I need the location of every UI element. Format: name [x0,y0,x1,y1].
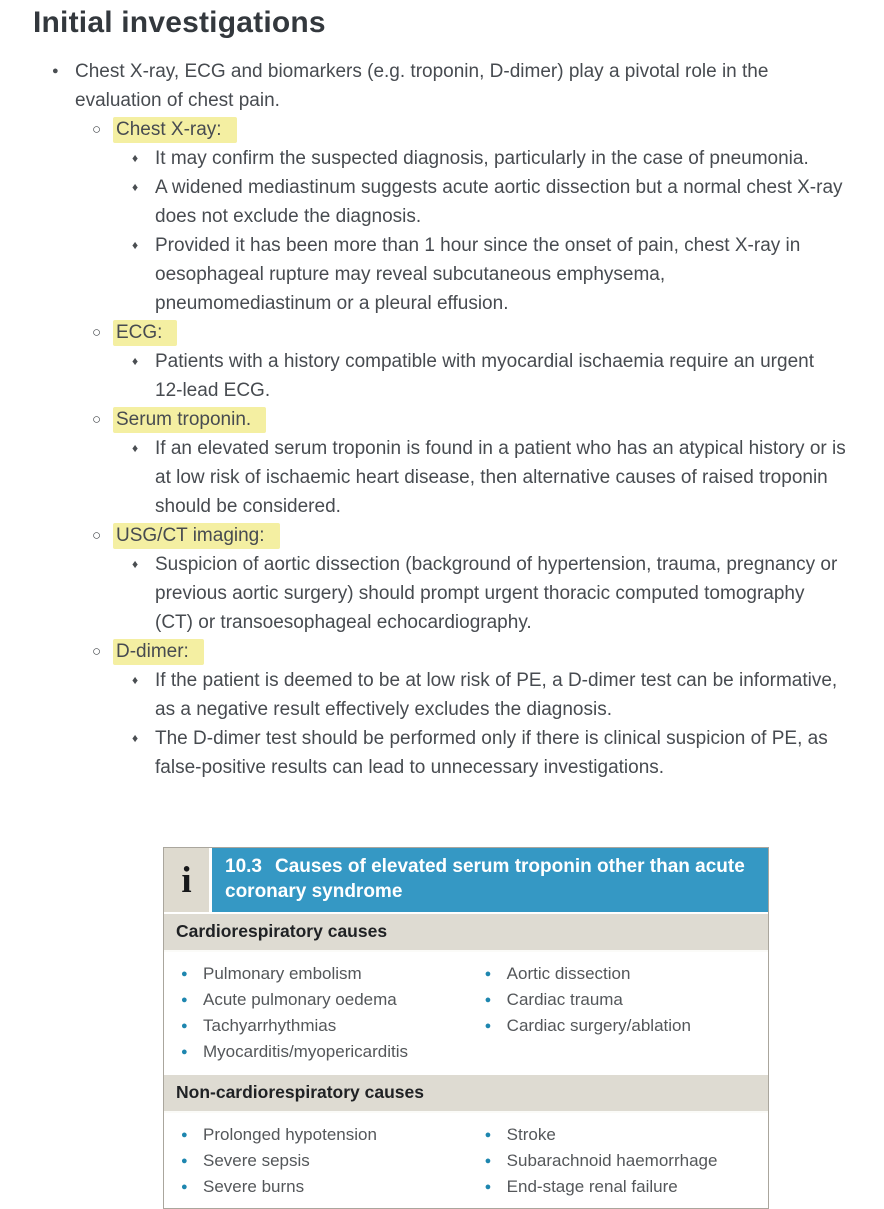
diamond-bullet-icon: ♦ [132,151,139,165]
list-item [0,231,884,318]
table-row [482,987,762,1013]
diamond-bullet-icon: ♦ [132,441,139,455]
bullet-dot-icon: ● [181,1181,188,1193]
cause-label: End-stage renal failure [506,1177,678,1196]
diamond-bullet-icon: ♦ [132,731,139,745]
bullet-dot-icon: ● [484,1155,492,1167]
list-item [0,115,884,144]
circle-bullet-icon: ○ [92,411,102,428]
list-item [0,521,884,550]
list-item-text: The D-dimer test should be performed only if there is clinical suspicion of PE, as false-positive results can lead to unnecessary investigations. [155,728,828,778]
cause-label: Subarachnoid haemorrhage [506,1151,718,1170]
infobox-title [212,848,768,912]
bullet-dot-icon: ● [52,65,59,77]
list-item [0,144,884,173]
table-row [178,961,482,987]
cause-label: Aortic dissection [506,964,631,983]
infobox-number: 10.3 [225,856,262,877]
cause-label: Pulmonary embolism [203,964,362,983]
circle-bullet-icon: ○ [92,643,102,660]
list-item-text: It may confirm the suspected diagnosis, particularly in the case of pneumonia. [155,148,809,169]
diamond-bullet-icon: ♦ [132,673,139,687]
infobox-columns [164,952,768,1073]
bullet-dot-icon: ● [484,994,492,1006]
cause-label: Severe burns [203,1177,305,1196]
infobox-column [482,1122,762,1200]
infobox-column [178,961,482,1065]
cause-label: Cardiac surgery/ablation [506,1016,691,1035]
table-row [482,1174,762,1200]
diamond-bullet-icon: ♦ [132,354,139,368]
outline-list [0,57,884,782]
list-item-text: If the patient is deemed to be at low risk of PE, a D-dimer test can be informative, as a negative result effectively excludes the diagnosis. [155,670,838,720]
table-row [178,1174,482,1200]
cause-label: Severe sepsis [203,1151,310,1170]
list-item-text: Provided it has been more than 1 hour since the onset of pain, chest X-ray in oesophageal rupture may reveal subcutaneous emphysema, pneumomediastinum or a pleural effusion. [155,235,801,314]
table-row [482,1122,762,1148]
list-item-text [113,405,850,434]
circle-bullet-icon: ○ [92,121,102,138]
infobox-columns [164,1113,768,1208]
list-item-text [113,115,850,144]
bullet-dot-icon: ● [181,1046,188,1058]
list-item-text: Suspicion of aortic dissection (background of hypertension, trauma, pregnancy or previous aortic surgery) should prompt urgent thoracic computed tomography (CT) or transoesophageal echocardiography. [155,554,838,633]
diamond-bullet-icon: ♦ [132,180,139,194]
bullet-dot-icon: ● [484,968,492,980]
diamond-bullet-icon: ♦ [132,557,139,571]
highlighted-heading: Chest X-ray: [113,117,237,143]
list-item [0,57,884,115]
bullet-dot-icon: ● [181,994,188,1006]
infobox-section-heading: Cardiorespiratory causes [164,912,768,952]
table-row [178,1039,482,1065]
highlighted-heading: D-dimer: [113,639,204,665]
list-item-text: If an elevated serum troponin is found in a patient who has an atypical history or is at low risk of ischaemic heart disease, then alternative causes of raised troponin should be considered. [155,438,846,517]
list-item [0,637,884,666]
infobox-column [482,961,762,1065]
bullet-dot-icon: ● [484,1129,492,1141]
list-item-text: Patients with a history compatible with myocardial ischaemia require an urgent 12-lead ECG. [155,351,814,401]
list-item-text [113,521,850,550]
bullet-dot-icon: ● [484,1181,492,1193]
cause-label: Myocarditis/myopericarditis [203,1042,408,1061]
bullet-dot-icon: ● [181,968,188,980]
list-item [0,173,884,231]
infobox-table [163,847,769,1209]
infobox-title-text: Causes of elevated serum troponin other than acute coronary syndrome [225,856,745,902]
infobox-header [164,848,768,912]
table-row [482,1148,762,1174]
list-item [0,434,884,521]
page-title: Initial investigations [33,6,326,39]
cause-label: Cardiac trauma [506,990,623,1009]
list-item-text: A widened mediastinum suggests acute aortic dissection but a normal chest X-ray does not exclude the diagnosis. [155,177,843,227]
table-row [178,1148,482,1174]
diamond-bullet-icon: ♦ [132,238,139,252]
cause-label: Tachyarrhythmias [203,1016,337,1035]
table-row [482,961,762,987]
list-item [0,405,884,434]
list-item [0,550,884,637]
list-item-text [113,318,850,347]
list-item [0,724,884,782]
bullet-dot-icon: ● [484,1020,492,1032]
bullet-dot-icon: ● [181,1129,188,1141]
circle-bullet-icon: ○ [92,324,102,341]
list-item [0,666,884,724]
infobox-section-heading: Non-cardiorespiratory causes [164,1073,768,1113]
cause-label: Acute pulmonary oedema [203,990,397,1009]
bullet-dot-icon: ● [181,1020,188,1032]
table-row [178,1013,482,1039]
cause-label: Prolonged hypotension [203,1125,377,1144]
list-item-text: Chest X-ray, ECG and biomarkers (e.g. troponin, D-dimer) play a pivotal role in the evaluation of chest pain. [75,61,769,111]
table-row [178,987,482,1013]
list-item-text [113,637,850,666]
highlighted-heading: USG/CT imaging: [113,523,280,549]
infobox-column [178,1122,482,1200]
list-item [0,347,884,405]
cause-label: Stroke [506,1125,556,1144]
table-row [482,1013,762,1039]
highlighted-heading: Serum troponin. [113,407,266,433]
highlighted-heading: ECG: [113,320,177,346]
table-row [178,1122,482,1148]
bullet-dot-icon: ● [181,1155,188,1167]
circle-bullet-icon: ○ [92,527,102,544]
list-item [0,318,884,347]
info-icon: i [164,848,212,912]
